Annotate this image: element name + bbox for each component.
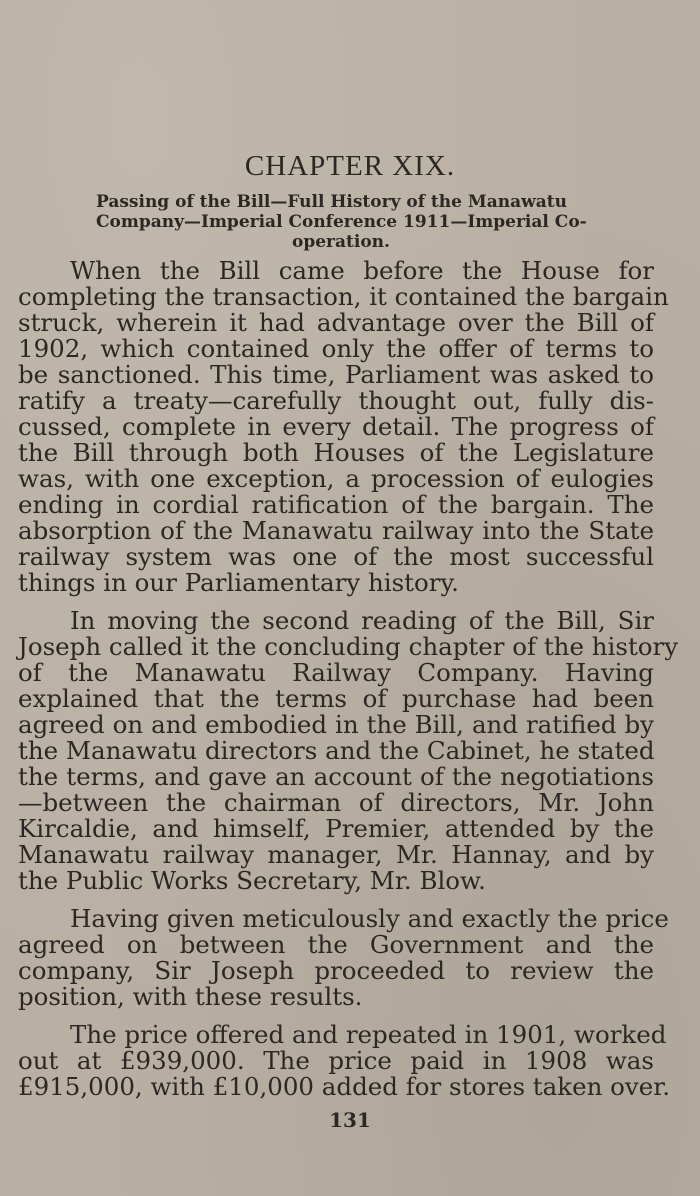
text-line: the terms, and gave an account of the negotiations xyxy=(18,762,654,791)
chapter-title: CHAPTER XIX. xyxy=(244,150,456,182)
text-line: cussed, complete in every detail. The progress of xyxy=(18,412,654,441)
body-text xyxy=(18,256,679,1112)
paragraph xyxy=(18,256,669,597)
text-line: agreed on between the Government and the xyxy=(18,930,654,959)
text-line: explained that the terms of purchase had been xyxy=(18,684,654,713)
synopsis-line: Passing of the Bill—Full History of the Manawatu xyxy=(96,192,567,212)
synopsis-line: Company—Imperial Conference 1911—Imperial Co- xyxy=(96,212,587,232)
text-line: ratify a treaty—carefully thought out, fully dis- xyxy=(18,386,654,415)
paragraph xyxy=(18,904,669,1011)
text-line: In moving the second reading of the Bill, Sir xyxy=(70,606,654,635)
text-line: ending in cordial ratification of the bargain. The xyxy=(18,490,654,519)
chapter-synopsis xyxy=(96,192,586,252)
text-line: Kircaldie, and himself, Premier, attended by the xyxy=(18,814,654,843)
text-line: of the Manawatu Railway Company. Having xyxy=(18,658,654,687)
paragraph xyxy=(18,606,679,895)
text-line: 1902, which contained only the offer of terms to xyxy=(18,334,654,363)
page-number: 131 xyxy=(329,1108,371,1132)
text-line: The price offered and repeated in 1901, worked xyxy=(70,1020,667,1049)
text-line: things in our Parliamentary history. xyxy=(18,568,459,597)
text-line: position, with these results. xyxy=(18,982,363,1011)
text-line: the Manawatu directors and the Cabinet, he stated xyxy=(18,736,655,765)
text-line: be sanctioned. This time, Parliament was asked to xyxy=(18,360,654,389)
text-line: Manawatu railway manager, Mr. Hannay, and by xyxy=(18,840,654,869)
text-line: Having given meticulously and exactly the price xyxy=(70,904,669,933)
text-line: —between the chairman of directors, Mr. John xyxy=(18,788,654,817)
text-line: railway system was one of the most successful xyxy=(18,542,654,571)
text-line: £915,000, with £10,000 added for stores taken over. xyxy=(18,1072,671,1101)
text-line: struck, wherein it had advantage over the Bill of xyxy=(18,308,654,337)
text-line: out at £939,000. The price paid in 1908 was xyxy=(18,1046,654,1075)
text-line: agreed on and embodied in the Bill, and ratified by xyxy=(18,710,654,739)
text-line: company, Sir Joseph proceeded to review the xyxy=(18,956,654,985)
text-line: the Bill through both Houses of the Legislature xyxy=(18,438,654,467)
text-line: was, with one exception, a procession of eulogies xyxy=(18,464,654,493)
text-line: the Public Works Secretary, Mr. Blow. xyxy=(18,866,486,895)
paragraph xyxy=(18,1020,671,1101)
text-line: absorption of the Manawatu railway into the State xyxy=(18,516,654,545)
text-line: Joseph called it the concluding chapter of the history xyxy=(18,632,679,661)
text-line: When the Bill came before the House for xyxy=(70,256,654,285)
synopsis-line: operation. xyxy=(292,232,390,252)
text-line: completing the transaction, it contained the bargain xyxy=(18,282,669,311)
